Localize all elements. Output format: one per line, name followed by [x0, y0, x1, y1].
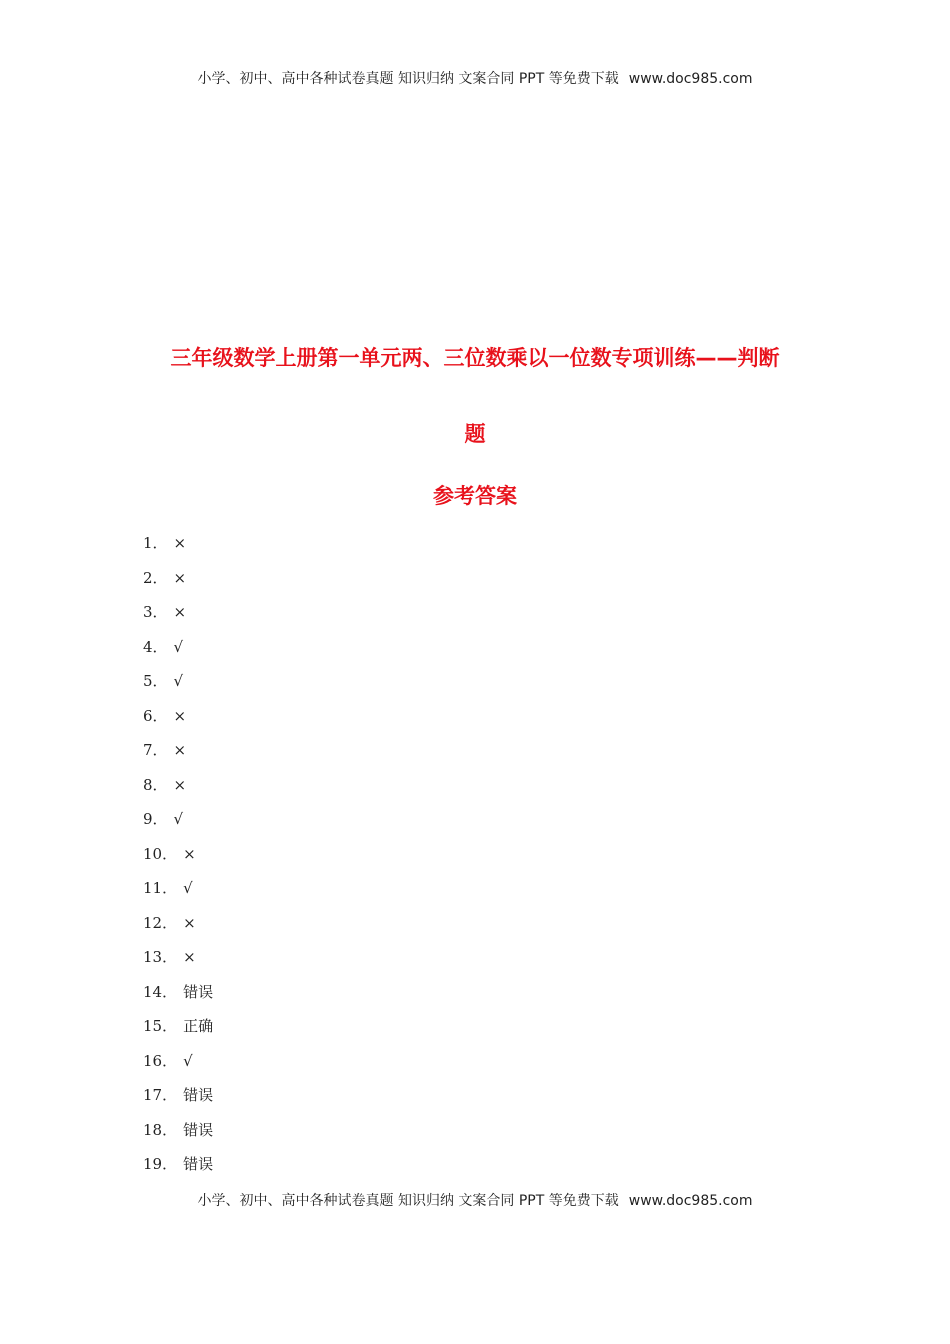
- page-header: [0, 68, 950, 88]
- answer-item: [143, 533, 213, 568]
- answer-number: 7．: [143, 741, 168, 759]
- answer-item: [143, 878, 213, 913]
- answer-value: ×: [173, 603, 187, 621]
- header-url: www.doc985.com: [628, 71, 753, 87]
- answer-value: ×: [173, 534, 187, 552]
- answer-number: 14．: [143, 982, 178, 1001]
- answer-item: [143, 740, 213, 775]
- answer-item: [143, 775, 213, 810]
- answer-item: [143, 1085, 213, 1120]
- answer-value: 错误: [183, 1120, 214, 1139]
- answer-number: 8．: [143, 775, 168, 794]
- answer-item: [143, 671, 213, 706]
- answer-number: 3．: [143, 603, 168, 621]
- answer-value: √: [173, 672, 184, 690]
- answer-value: ×: [183, 913, 196, 932]
- answer-item: [143, 1016, 213, 1051]
- answer-number: 16．: [143, 1051, 178, 1070]
- header-text: 小学、初中、高中各种试卷真题 知识归纳 文案合同 PPT 等免费下载: [197, 71, 619, 87]
- answer-key-heading: 参考答案: [433, 484, 517, 508]
- answer-number: 1．: [143, 534, 168, 552]
- answer-value: ×: [173, 706, 187, 725]
- answer-value: √: [173, 637, 184, 656]
- answer-item: [143, 706, 213, 741]
- answer-number: 17．: [143, 1086, 178, 1104]
- footer-url: www.doc985.com: [628, 1193, 753, 1209]
- answer-value: √: [183, 1051, 193, 1070]
- answer-value: √: [183, 879, 193, 897]
- document-title: 三年级数学上册第一单元两、三位数乘以一位数专项训练——判断: [170, 346, 780, 370]
- answer-number: 5．: [143, 672, 168, 690]
- answer-value: ×: [173, 741, 187, 759]
- answer-value: ×: [183, 948, 196, 966]
- answer-value: ×: [173, 568, 187, 587]
- answer-item: [143, 844, 213, 879]
- answer-value: √: [173, 810, 184, 828]
- answer-number: 2．: [143, 568, 168, 587]
- answer-item: [143, 1154, 213, 1189]
- answer-number: 6．: [143, 706, 168, 725]
- answer-value: 错误: [183, 1155, 214, 1173]
- answer-number: 9．: [143, 810, 168, 828]
- answer-item: [143, 982, 213, 1017]
- answer-item: [143, 1051, 213, 1086]
- answer-value: 错误: [183, 982, 214, 1001]
- answer-value: ×: [173, 775, 187, 794]
- answer-item: [143, 602, 213, 637]
- answer-item: [143, 568, 213, 603]
- answer-number: 12．: [143, 913, 178, 932]
- answer-number: 18．: [143, 1120, 178, 1139]
- footer-text: 小学、初中、高中各种试卷真题 知识归纳 文案合同 PPT 等免费下载: [197, 1193, 619, 1209]
- answer-value: ×: [183, 844, 196, 863]
- answer-item: [143, 1120, 213, 1155]
- answer-item: [143, 913, 213, 948]
- answer-value: 正确: [183, 1017, 214, 1035]
- answer-number: 10．: [143, 844, 178, 863]
- answer-item: [143, 809, 213, 844]
- page-footer: [0, 1190, 950, 1210]
- answer-list: [143, 533, 213, 1189]
- answer-number: 13．: [143, 948, 178, 966]
- answer-number: 15．: [143, 1017, 178, 1035]
- answer-item: [143, 637, 213, 672]
- answer-item: [143, 947, 213, 982]
- document-title-continuation: 题: [464, 422, 486, 446]
- answer-number: 19．: [143, 1155, 178, 1173]
- answer-value: 错误: [183, 1086, 214, 1104]
- answer-number: 4．: [143, 637, 168, 656]
- answer-number: 11．: [143, 879, 178, 897]
